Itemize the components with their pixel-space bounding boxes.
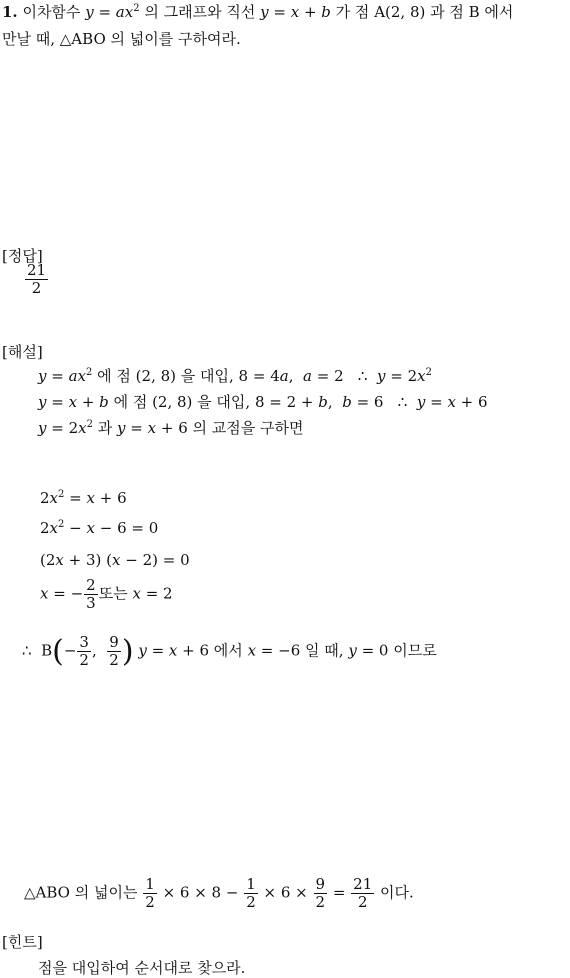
- equation-3: (2x + 3) (x − 2) = 0: [40, 551, 190, 569]
- solution-step-point-b: ∴ B(− $\frac{3}{2}$ , $\frac{9}{2}$ ) y = x + 6 에서 x = −6 일 때, y = 0 이므로: [22, 633, 437, 669]
- solution-step-b-end: 이므로: [393, 641, 437, 660]
- fraction-3-2: $\frac{3}{2}$: [79, 633, 89, 669]
- answer-value: [24, 262, 49, 297]
- final-prefix: △ABO 의 넓이는: [24, 883, 138, 902]
- solution-step-b-text: 에서: [213, 641, 243, 660]
- fraction-9-2: $\frac{9}{2}$: [109, 633, 119, 669]
- answer-fraction: [25, 262, 48, 297]
- answer-denominator: 2: [31, 279, 42, 297]
- equation-4: x = − $\frac{2}{3}$ 또는 x = 2: [40, 576, 173, 612]
- fraction-2-3: $\frac{2}{3}$: [86, 576, 96, 612]
- problem-text-b: 의 그래프와 직선: [144, 3, 256, 21]
- problem-line-1: [2, 1, 513, 22]
- solution-label: [해설]: [2, 343, 43, 361]
- solution-step-3-text: 과: [97, 419, 113, 437]
- equation-2: $2x^2 - x - 6 = 0$: [40, 519, 159, 537]
- final-suffix: 이다.: [380, 883, 414, 902]
- solution-step-3: $y = 2x^2$ 과 y = x + 6 의 교점을 구하면: [38, 419, 304, 437]
- problem-text-a: 이차함수: [22, 3, 81, 21]
- problem-number: 1.: [2, 3, 18, 21]
- fraction-1-2-b: $\frac{1}{2}$: [246, 875, 256, 911]
- fraction-9-2-b: $\frac{9}{2}$: [315, 875, 326, 911]
- answer-label: [정답]: [2, 247, 43, 265]
- hint-text: 점을 대입하여 순서대로 찾으라.: [38, 959, 246, 977]
- hint-label: [힌트]: [2, 933, 43, 951]
- solution-step-3-end: 의 교점을 구하면: [192, 419, 304, 437]
- equation-1: $2x^2 = x + 6$: [40, 489, 127, 507]
- solution-step-b-when: 일 때,: [305, 641, 344, 660]
- solution-final: △ABO 의 넓이는 $\frac{1}{2}$ × 6 × 8 − $\frac{1}{2}$ × 6 × $\frac{9}{2}$ = $\frac{21}{2}$ 이다.: [24, 875, 414, 911]
- or-word: 또는: [98, 584, 128, 603]
- solution-step-2: y = x + b 에 점 (2, 8) 을 대입, 8 = 2 + b, b = 6 ∴ y = x + 6: [38, 393, 488, 411]
- math-line: y = x + b: [260, 3, 331, 21]
- fraction-21-2: $\frac{21}{2}$: [353, 875, 373, 911]
- solution-step-2-text: 에 점 (2, 8) 을 대입,: [113, 393, 251, 411]
- problem-text-c: 가 점 A(2, 8) 과 점 B 에서: [335, 3, 514, 21]
- solution-step-1-text: 에 점 (2, 8) 을 대입,: [97, 367, 234, 385]
- math-parabola: $y = ax^2$: [85, 3, 140, 21]
- fraction-1-2-a: $\frac{1}{2}$: [145, 875, 155, 911]
- solution-step-1: $y = ax^2$ 에 점 (2, 8) 을 대입, 8 = 4a, a = 2 ∴ $y = 2x^2$: [38, 367, 432, 385]
- answer-numerator: 21: [27, 261, 47, 279]
- problem-line-2: 만날 때, △ABO 의 넓이를 구하여라.: [2, 30, 241, 48]
